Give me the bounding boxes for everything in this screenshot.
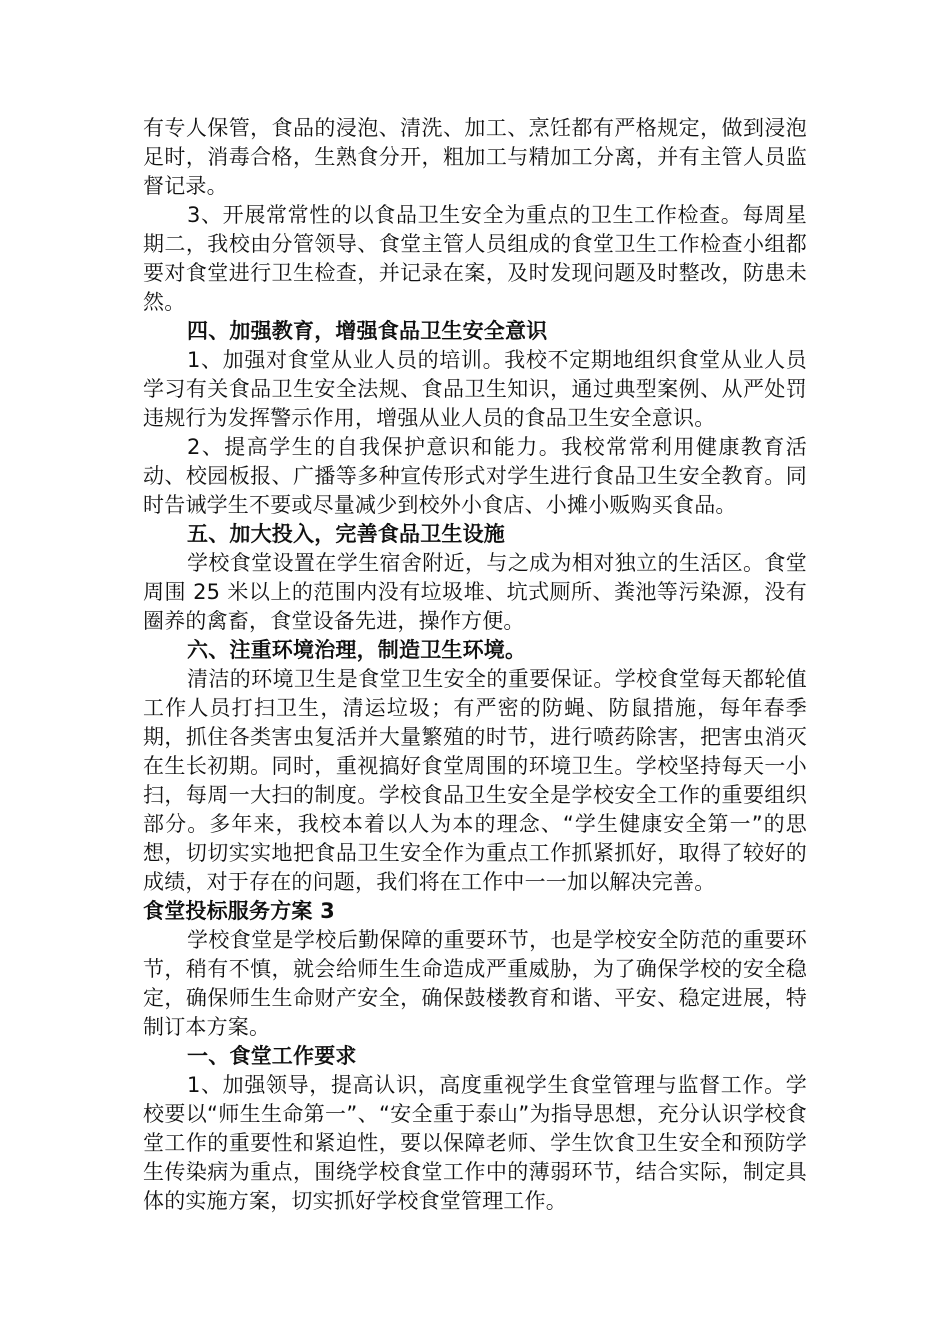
document-body: [143, 114, 807, 1216]
section-heading-investment: 五、加大投入，完善食品卫生设施: [187, 522, 505, 546]
paragraph-student-awareness: 2、提高学生的自我保护意识和能力。我校常常利用健康教育活动、校园板报、广播等多种宣传形式对学生进行食品卫生安全教育。同时告诫学生不要或尽量减少到校外小食店、小摊小贩购买食品。: [143, 435, 807, 517]
section-heading-environment: 六、注重环境治理，制造卫生环境。: [187, 638, 527, 662]
document-title-plan-3: 食堂投标服务方案 3: [143, 899, 335, 923]
paragraph-inspection: 3、开展常常性的以食品卫生安全为重点的卫生工作检查。每周星期二，我校由分管领导、食堂主管人员组成的食堂卫生工作检查小组都要对食堂进行卫生检查，并记录在案，及时发现问题及时整改，防患未然。: [143, 203, 807, 314]
paragraph-leadership: 1、加强领导，提高认识，高度重视学生食堂管理与监督工作。学校要以“师生生命第一”、“安全重于泰山”为指导思想，充分认识学校食堂工作的重要性和紧迫性，要以保障老师、学生饮食卫生安全和预防学生传染病为重点，围绕学校食堂工作中的薄弱环节，结合实际，制定具体的实施方案，切实抓好学校食堂管理工作。: [143, 1073, 807, 1213]
section-heading-education: 四、加强教育，增强食品卫生安全意识: [187, 319, 548, 343]
paragraph-staff-training: 1、加强对食堂从业人员的培训。我校不定期地组织食堂从业人员学习有关食品卫生安全法规、食品卫生知识，通过典型案例、从严处罚违规行为发挥警示作用，增强从业人员的食品卫生安全意识。: [143, 348, 807, 430]
paragraph-canteen-location: 学校食堂设置在学生宿舍附近，与之成为相对独立的生活区。食堂周围 25 米以上的范围内没有垃圾堆、坑式厕所、粪池等污染源，没有圈养的禽畜，食堂设备先进，操作方便。: [143, 551, 807, 633]
paragraph-continued: 有专人保管，食品的浸泡、清洗、加工、烹饪都有严格规定，做到浸泡足时，消毒合格，生熟食分开，粗加工与精加工分离，并有主管人员监督记录。: [143, 116, 807, 198]
paragraph-environment-hygiene: 清洁的环境卫生是食堂卫生安全的重要保证。学校食堂每天都轮值工作人员打扫卫生，清运垃圾；有严密的防蝇、防鼠措施，每年春季期，抓住各类害虫复活并大量繁殖的时节，进行喷药除害，把害虫消灭在生长初期。同时，重视搞好食堂周围的环境卫生。学校坚持每天一小扫，每周一大扫的制度。学校食品卫生安全是学校安全工作的重要组织部分。多年来，我校本着以人为本的理念、“学生健康安全第一”的思想，切切实实地把食品卫生安全作为重点工作抓紧抓好，取得了较好的成绩，对于存在的问题，我们将在工作中一一加以解决完善。: [143, 667, 807, 894]
paragraph-plan-intro: 学校食堂是学校后勤保障的重要环节，也是学校安全防范的重要环节，稍有不慎，就会给师生生命造成严重威胁，为了确保学校的安全稳定，确保师生生命财产安全，确保鼓楼教育和谐、平安、稳定进展，特制订本方案。: [143, 928, 807, 1039]
section-heading-requirements: 一、食堂工作要求: [187, 1044, 357, 1068]
